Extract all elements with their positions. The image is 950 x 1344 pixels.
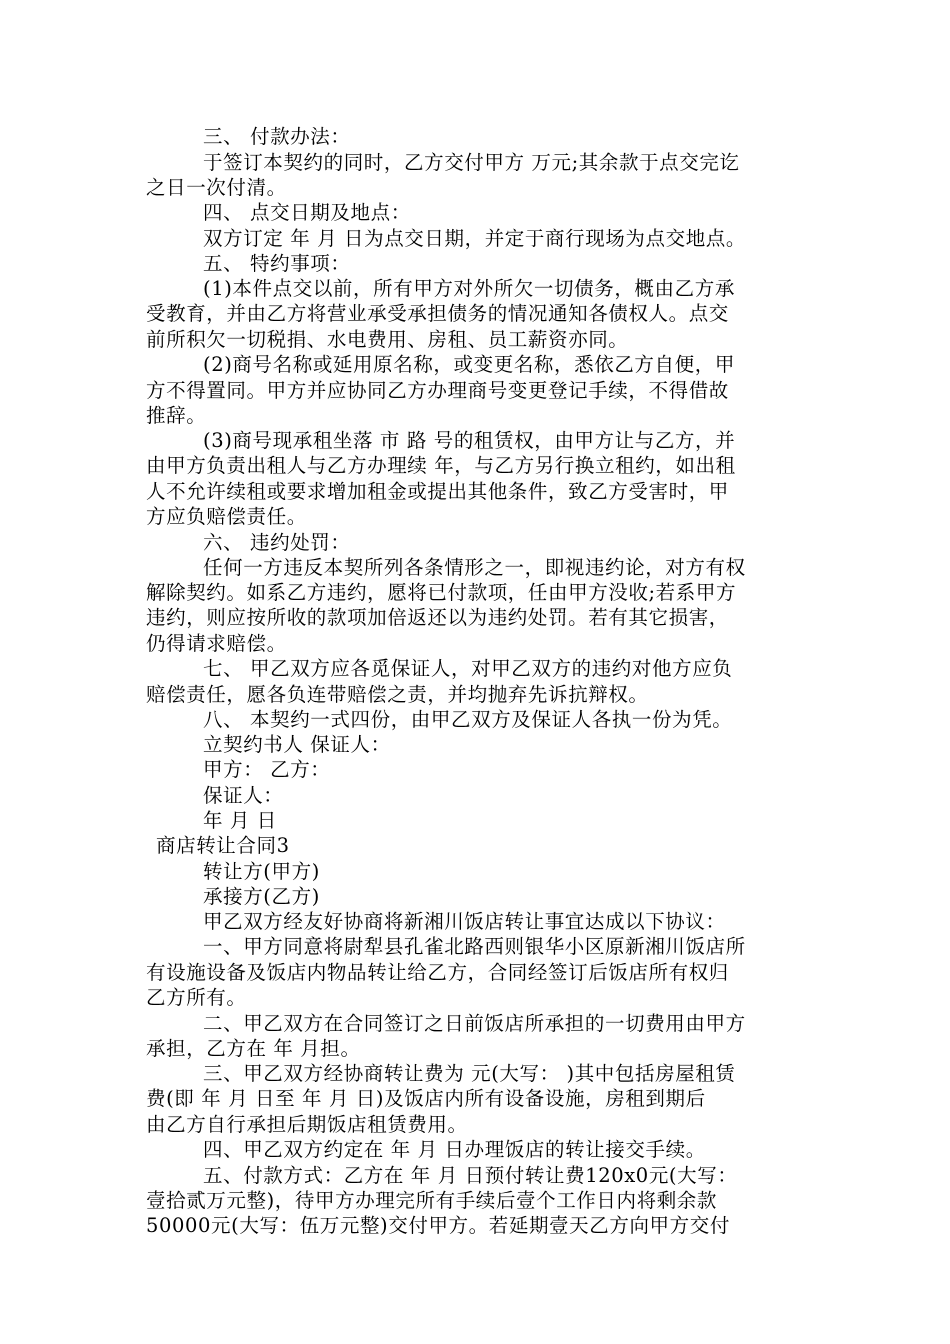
clause-5-line: 五、付款方式：乙方在 年 月 日预付转让费120x0元(大写： xyxy=(203,1164,738,1187)
text-line: 承担，乙方在 年 月担。 xyxy=(146,1037,361,1060)
text-line: 推辞。 xyxy=(146,404,207,427)
text-line: 50000元(大写：伍万元整)交付甲方。若延期壹天乙方向甲方交付 xyxy=(146,1214,730,1237)
text-line: 有设施设备及饭店内物品转让给乙方，合同经签订后饭店所有权归 xyxy=(146,961,729,984)
clause-3-line: 三、甲乙双方经协商转让费为 元(大写： )其中包括房屋租赁 xyxy=(203,1062,736,1085)
signature-line: 立契约书人 保证人： xyxy=(203,733,391,756)
text-line: 乙方所有。 xyxy=(146,986,247,1009)
text-line: 人不允许续租或要求增加租金或提出其他条件，致乙方受害时，甲 xyxy=(146,480,729,503)
text-line: 任何一方违反本契所列各条情形之一，即视违约论，对方有权 xyxy=(203,556,746,579)
text-line: 于签订本契约的同时，乙方交付甲方 万元;其余款于点交完讫 xyxy=(203,151,740,174)
contract-3-title: 商店转让合同3 xyxy=(156,834,290,857)
text-line: 方不得置同。甲方并应协同乙方办理商号变更登记手续，不得借故 xyxy=(146,379,729,402)
text-line: 费(即 年 月 日至 年 月 日)及饭店内所有设备设施，房租到期后 xyxy=(146,1087,706,1110)
section-4-heading: 四、 点交日期及地点： xyxy=(203,201,411,224)
clause-1-line: 一、甲方同意将尉犁县孔雀北路西则银华小区原新湘川饭店所 xyxy=(203,935,746,958)
section-7-line: 七、 甲乙双方应各觅保证人，对甲乙双方的违约对他方应负 xyxy=(203,657,733,680)
text-line: 由甲方负责出租人与乙方办理续 年，与乙方另行换立租约，如出租 xyxy=(146,454,736,477)
party-line: 承接方(乙方) xyxy=(203,885,320,908)
text-line: 由乙方自行承担后期饭店租赁费用。 xyxy=(146,1113,468,1136)
section-8-line: 八、 本契约一式四份，由甲乙双方及保证人各执一份为凭。 xyxy=(203,708,733,731)
party-line: 转让方(甲方) xyxy=(203,860,320,883)
signature-line: 保证人： xyxy=(203,784,284,807)
text-line: (2)商号名称或延用原名称，或变更名称，悉依乙方自便，甲 xyxy=(203,353,735,376)
section-5-heading: 五、 特约事项： xyxy=(203,252,351,275)
text-line: 双方订定 年 月 日为点交日期，并定于商行现场为点交地点。 xyxy=(203,227,746,250)
section-3-heading: 三、 付款办法： xyxy=(203,125,351,148)
date-line: 年 月 日 xyxy=(203,809,277,832)
text-line: 壹拾贰万元整)，待甲方办理完所有手续后壹个工作日内将剩余款 xyxy=(146,1189,718,1212)
text-line: 前所积欠一切税捐、水电费用、房租、员工薪资亦同。 xyxy=(146,328,629,351)
text-line: 违约，则应按所收的款项加倍返还以为违约处罚。若有其它损害， xyxy=(146,606,729,629)
text-line: 方应负赔偿责任。 xyxy=(146,505,307,528)
text-line: (3)商号现承租坐落 市 路 号的租赁权，由甲方让与乙方，并 xyxy=(203,429,736,452)
text-line: 仍得请求赔偿。 xyxy=(146,632,287,655)
text-line: 甲乙双方经友好协商将新湘川饭店转让事宜达成以下协议： xyxy=(203,910,726,933)
section-6-heading: 六、 违约处罚： xyxy=(203,531,351,554)
clause-4-line: 四、甲乙双方约定在 年 月 日办理饭店的转让接交手续。 xyxy=(203,1138,706,1161)
text-line: 解除契约。如系乙方违约，愿将已付款项，任由甲方没收;若系甲方 xyxy=(146,581,737,604)
clause-2-line: 二、甲乙双方在合同签订之日前饭店所承担的一切费用由甲方 xyxy=(203,1012,746,1035)
text-line: (1)本件点交以前，所有甲方对外所欠一切债务，概由乙方承 xyxy=(203,277,735,300)
signature-line: 甲方： 乙方： xyxy=(203,758,331,781)
text-line: 之日一次付清。 xyxy=(146,176,287,199)
text-line: 赔偿责任，愿各负连带赔偿之责，并均抛弃先诉抗辩权。 xyxy=(146,683,649,706)
text-line: 受教育，并由乙方将营业承受承担债务的情况通知各债权人。点交 xyxy=(146,302,729,325)
